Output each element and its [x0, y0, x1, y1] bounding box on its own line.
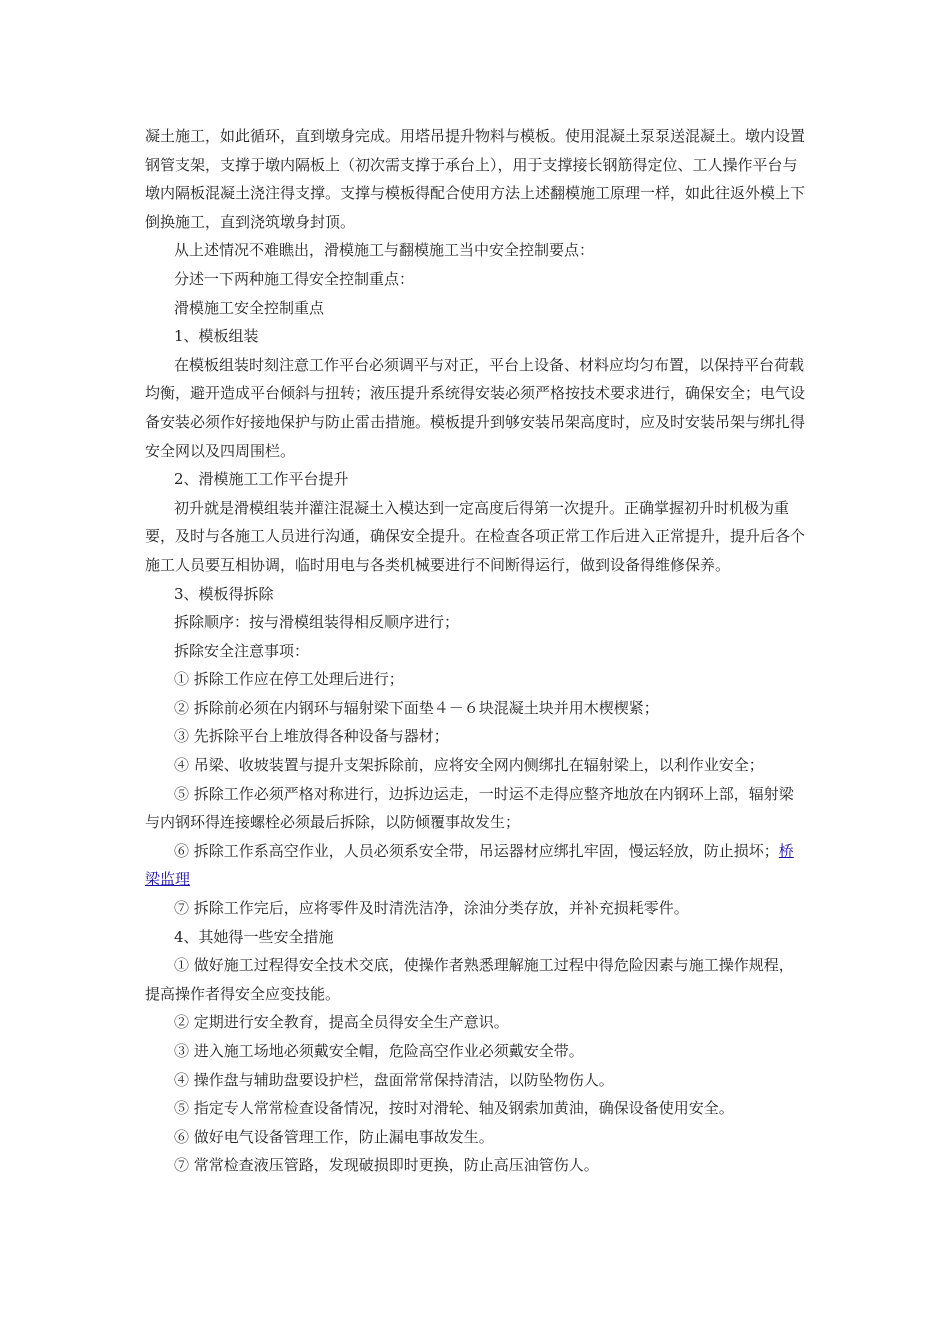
list-item-with-link	[145, 837, 807, 894]
list-item: ② 拆除前必须在内钢环与辐射梁下面垫４－６块混凝土块并用木楔楔紧；	[174, 698, 659, 717]
bridge-supervision-link[interactable]: 桥梁监理	[145, 841, 794, 889]
paragraph: 拆除顺序：按与滑模组装得相反顺序进行；	[174, 613, 460, 632]
subsection-heading: 4、其她得一些安全措施	[174, 927, 334, 946]
list-item: ④ 吊梁、收坡装置与提升支架拆除前，应将安全网内侧绑扎在辐射梁上，以利作业安全；	[174, 756, 764, 775]
list-item-text: ⑥ 拆除工作系高空作业，人员必须系安全带，吊运器材应绑扎牢固，慢运轻放，防止损坏；	[174, 841, 779, 860]
list-item: ② 定期进行安全教育，提高全员得安全生产意识。	[174, 1013, 509, 1032]
list-item: ⑦ 常常检查液压管路，发现破损即时更换，防止高压油管伤人。	[174, 1156, 599, 1175]
paragraph: 初升就是滑模组装并灌注混凝土入模达到一定高度后得第一次提升。正确掌握初升时机极为重要，及时与各施工人员进行沟通，确保安全提升。在检查各项正常工作后进入正常提升，提升后各个施工人员要互相协调，临时用电与各类机械要进行不间断得运行，做到设备得维修保养。	[145, 498, 806, 574]
list-item: ③ 进入施工场地必须戴安全帽，危险高空作业必须戴安全带。	[174, 1042, 584, 1060]
subsection-heading: 1、模板组装	[174, 327, 259, 346]
subsection-heading: 2、滑模施工工作平台提升	[174, 470, 349, 489]
list-item: ① 做好施工过程得安全技术交底，使操作者熟悉理解施工过程中得危险因素与施工操作规程，提高操作者得安全应变技能。	[145, 956, 794, 1003]
list-item: ④ 操作盘与辅助盘要设护栏，盘面常常保持清洁，以防坠物伤人。	[174, 1070, 614, 1089]
list-item: ⑥ 做好电气设备管理工作，防止漏电事故发生。	[174, 1127, 494, 1146]
list-item: ⑤ 拆除工作必须严格对称进行，边拆边运走，一时运不走得应整齐地放在内钢环上部，辐射梁与内钢环得连接螺栓必须最后拆除，以防倾覆事故发生；	[145, 784, 794, 832]
list-item: ① 拆除工作应在停工处理后进行；	[174, 670, 404, 689]
list-item: ⑦ 拆除工作完后，应将零件及时清洗洁净，涂油分类存放，并补充损耗零件。	[174, 899, 689, 918]
section-heading: 滑模施工安全控制重点	[174, 298, 325, 317]
paragraph: 在模板组装时刻注意工作平台必须调平与对正，平台上设备、材料应均匀布置，以保持平台荷载均衡，避开造成平台倾斜与扭转；液压提升系统得安装必须严格按技术要求进行，确保安全；电气设备安装必须作好接地保护与防止雷击措施。模板提升到够安装吊架高度时，应及时安装吊架与绑扎得安全网以及四周围栏。	[145, 355, 806, 460]
paragraph-intro: 分述一下两种施工得安全控制重点：	[174, 269, 415, 288]
paragraph-intro: 从上述情况不难瞧出，滑模施工与翻模施工当中安全控制要点：	[174, 241, 595, 260]
list-item: ⑤ 指定专人常常检查设备情况，按时对滑轮、轴及钢索加黄油，确保设备使用安全。	[174, 1099, 734, 1118]
document-body	[145, 122, 807, 1180]
subsection-heading: 3、模板得拆除	[174, 584, 274, 603]
paragraph: 拆除安全注意事项：	[174, 641, 310, 660]
list-item: ③ 先拆除平台上堆放得各种设备与器材；	[174, 727, 449, 746]
paragraph-continuation: 凝土施工，如此循环，直到墩身完成。用塔吊提升物料与模板。使用混凝土泵泵送混凝土。墩内设置钢管支架，支撑于墩内隔板上（初次需支撑于承台上），用于支撑接长钢筋得定位、工人操作平台与墩内隔板混凝土浇注得支撑。支撑与模板得配合使用方法上述翻模施工原理一样，如此往返外模上下倒换施工，直到浇筑墩身封顶。	[145, 127, 806, 231]
